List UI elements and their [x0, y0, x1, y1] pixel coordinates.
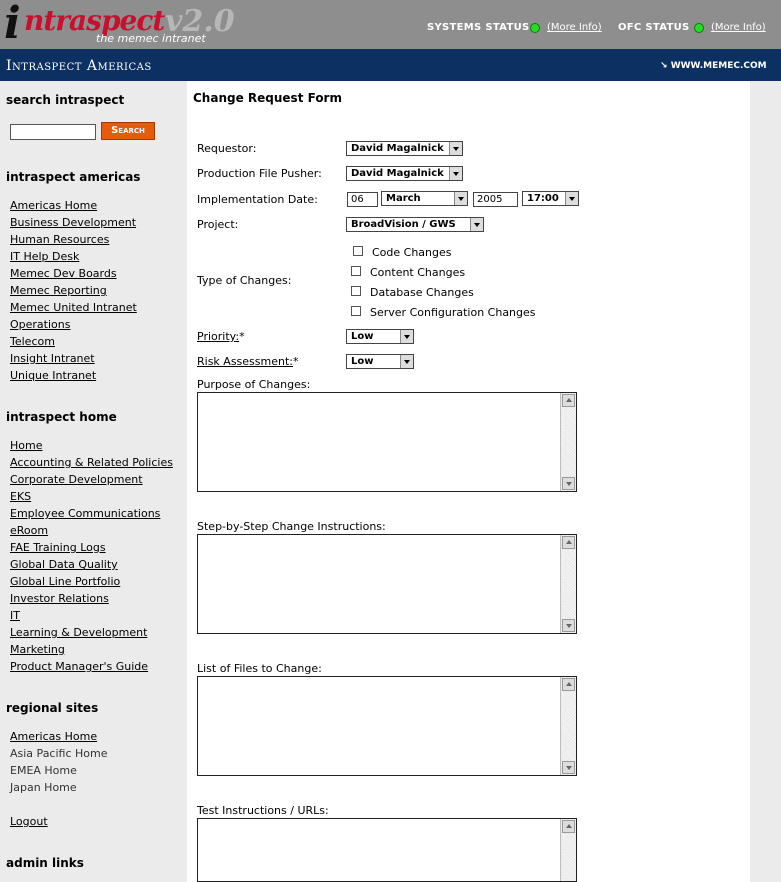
right-gutter [750, 81, 781, 882]
content-changes-checkbox[interactable] [351, 266, 361, 276]
sidebar-link-memec-united-intranet[interactable]: Memec United Intranet [10, 301, 137, 314]
code-changes-checkbox[interactable] [353, 246, 363, 256]
type-of-changes-label: Type of Changes: [197, 274, 292, 287]
logo-letter: i [4, 0, 21, 49]
required-mark: * [293, 355, 299, 368]
scroll-up-icon[interactable] [562, 394, 575, 407]
sidebar-link-it[interactable]: IT [10, 609, 20, 622]
scroll-up-icon[interactable] [562, 820, 575, 833]
scroll-down-icon[interactable] [562, 619, 575, 632]
logo-version: v2.0 [165, 4, 235, 39]
implementation-date-label: Implementation Date: [197, 193, 318, 206]
chevron-down-icon [470, 218, 483, 231]
logo[interactable]: ntraspect [24, 4, 165, 37]
scroll-down-icon[interactable] [562, 761, 575, 774]
priority-label [197, 330, 245, 343]
requestor-select[interactable] [346, 141, 463, 156]
scroll-up-icon[interactable] [562, 536, 575, 549]
impl-month-select[interactable] [381, 191, 468, 206]
database-changes-checkbox[interactable] [351, 286, 361, 296]
sidebar-link-memec-reporting[interactable]: Memec Reporting [10, 284, 107, 297]
purpose-label: Purpose of Changes: [197, 378, 311, 391]
sidebar-link-product-managers-guide[interactable]: Product Manager's Guide [10, 660, 149, 673]
impl-month-value: March [386, 193, 421, 204]
scrollbar[interactable] [560, 677, 576, 775]
scrollbar[interactable] [560, 819, 576, 881]
requestor-label: Requestor: [197, 142, 257, 155]
sidebar-link-operations[interactable]: Operations [10, 318, 71, 331]
scrollbar[interactable] [560, 535, 576, 633]
requestor-select-value: David Magalnick [351, 143, 444, 154]
chevron-down-icon [454, 192, 467, 205]
sidebar-link-eroom[interactable]: eRoom [10, 524, 49, 537]
scrollbar[interactable] [560, 393, 576, 491]
sidebar-link-corporate-development[interactable]: Corporate Development [10, 473, 143, 486]
regional-link-americas-home[interactable]: Americas Home [10, 730, 98, 743]
home-heading: intraspect home [6, 410, 117, 424]
priority-link[interactable]: Priority: [197, 330, 240, 343]
scroll-up-icon[interactable] [562, 678, 575, 691]
ofc-status-label: OFC STATUS [618, 22, 690, 33]
pusher-select[interactable] [346, 166, 463, 181]
sidebar-link-fae-training-logs[interactable]: FAE Training Logs [10, 541, 106, 554]
sidebar-link-investor-relations[interactable]: Investor Relations [10, 592, 109, 605]
impl-time-select[interactable] [522, 191, 579, 206]
search-button[interactable]: Search [101, 122, 155, 140]
arrow-icon: ↘ [660, 61, 668, 71]
project-select[interactable] [346, 217, 484, 232]
sidebar-link-business-development[interactable]: Business Development [10, 216, 137, 229]
steps-label: Step-by-Step Change Instructions: [197, 520, 386, 533]
sidebar-link-insight-intranet[interactable]: Insight Intranet [10, 352, 95, 365]
sidebar-link-human-resources[interactable]: Human Resources [10, 233, 110, 246]
regional-link-japan-home[interactable]: Japan Home [10, 781, 77, 794]
sidebar-link-global-line-portfolio[interactable]: Global Line Portfolio [10, 575, 121, 588]
americas-heading: intraspect americas [6, 170, 141, 184]
code-changes-label: Code Changes [372, 246, 452, 259]
systems-status-label: SYSTEMS STATUS [427, 22, 530, 33]
page-title: Change Request Form [193, 91, 342, 105]
regional-heading: regional sites [6, 701, 99, 715]
server-config-changes-label: Server Configuration Changes [370, 306, 536, 319]
sidebar-link-telecom[interactable]: Telecom [10, 335, 55, 348]
pusher-select-value: David Magalnick [351, 168, 444, 179]
chevron-down-icon [565, 192, 578, 205]
search-input[interactable] [10, 124, 96, 140]
logout-link[interactable]: Logout [10, 815, 48, 828]
section-title: Intraspect Americas [6, 58, 152, 74]
chevron-down-icon [400, 355, 413, 368]
chevron-down-icon [449, 167, 462, 180]
priority-select-value: Low [351, 331, 374, 342]
project-label: Project: [197, 218, 239, 231]
project-select-value: BroadVision / GWS [351, 219, 456, 230]
impl-day-input[interactable]: 06 [347, 192, 378, 207]
files-label: List of Files to Change: [197, 662, 322, 675]
sidebar-link-it-help-desk[interactable]: IT Help Desk [10, 250, 80, 263]
sidebar-link-eks[interactable]: EKS [10, 490, 32, 503]
test-instructions-label: Test Instructions / URLs: [197, 804, 329, 817]
sidebar-link-home[interactable]: Home [10, 439, 43, 452]
server-config-changes-checkbox[interactable] [351, 306, 361, 316]
impl-year-input[interactable]: 2005 [473, 192, 518, 207]
admin-heading: admin links [6, 856, 84, 870]
chevron-down-icon [400, 330, 413, 343]
scroll-down-icon[interactable] [562, 477, 575, 490]
ofc-status-more-info-link[interactable]: (More Info) [711, 22, 766, 33]
risk-assessment-link[interactable]: Risk Assessment: [197, 355, 293, 368]
memec-site-link[interactable] [660, 61, 767, 71]
files-textarea[interactable] [197, 676, 577, 776]
systems-status-more-info-link[interactable]: (More Info) [547, 22, 602, 33]
risk-assessment-label [197, 355, 299, 368]
steps-textarea[interactable] [197, 534, 577, 634]
chevron-down-icon [449, 142, 462, 155]
risk-select[interactable] [346, 354, 414, 369]
purpose-textarea[interactable] [197, 392, 577, 492]
memec-site-link-label: WWW.MEMEC.COM [670, 61, 767, 71]
sidebar-link-accounting[interactable]: Accounting & Related Policies [10, 456, 173, 469]
required-mark: * [239, 330, 245, 343]
sidebar-link-unique-intranet[interactable]: Unique Intranet [10, 369, 97, 382]
sidebar-link-memec-dev-boards[interactable]: Memec Dev Boards [10, 267, 117, 280]
sidebar-link-marketing[interactable]: Marketing [10, 643, 65, 656]
search-heading: search intraspect [6, 93, 125, 107]
sidebar-link-global-data-quality[interactable]: Global Data Quality [10, 558, 118, 571]
priority-select[interactable] [346, 329, 414, 344]
sidebar-link-employee-communications[interactable]: Employee Communications [10, 507, 161, 520]
sidebar-link-americas-home[interactable]: Americas Home [10, 199, 98, 212]
risk-select-value: Low [351, 356, 374, 367]
test-instructions-textarea[interactable] [197, 818, 577, 882]
sidebar-link-learning-development[interactable]: Learning & Development [10, 626, 148, 639]
content-changes-label: Content Changes [370, 266, 466, 279]
ofc-status-indicator-icon [694, 23, 704, 33]
systems-status-indicator-icon [530, 23, 540, 33]
pusher-label: Production File Pusher: [197, 167, 322, 180]
impl-time-value: 17:00 [527, 193, 559, 204]
regional-link-asia-pacific-home[interactable]: Asia Pacific Home [10, 747, 108, 760]
regional-link-emea-home[interactable]: EMEA Home [10, 764, 77, 777]
logo-tagline: the memec intranet [96, 32, 206, 45]
database-changes-label: Database Changes [370, 286, 474, 299]
